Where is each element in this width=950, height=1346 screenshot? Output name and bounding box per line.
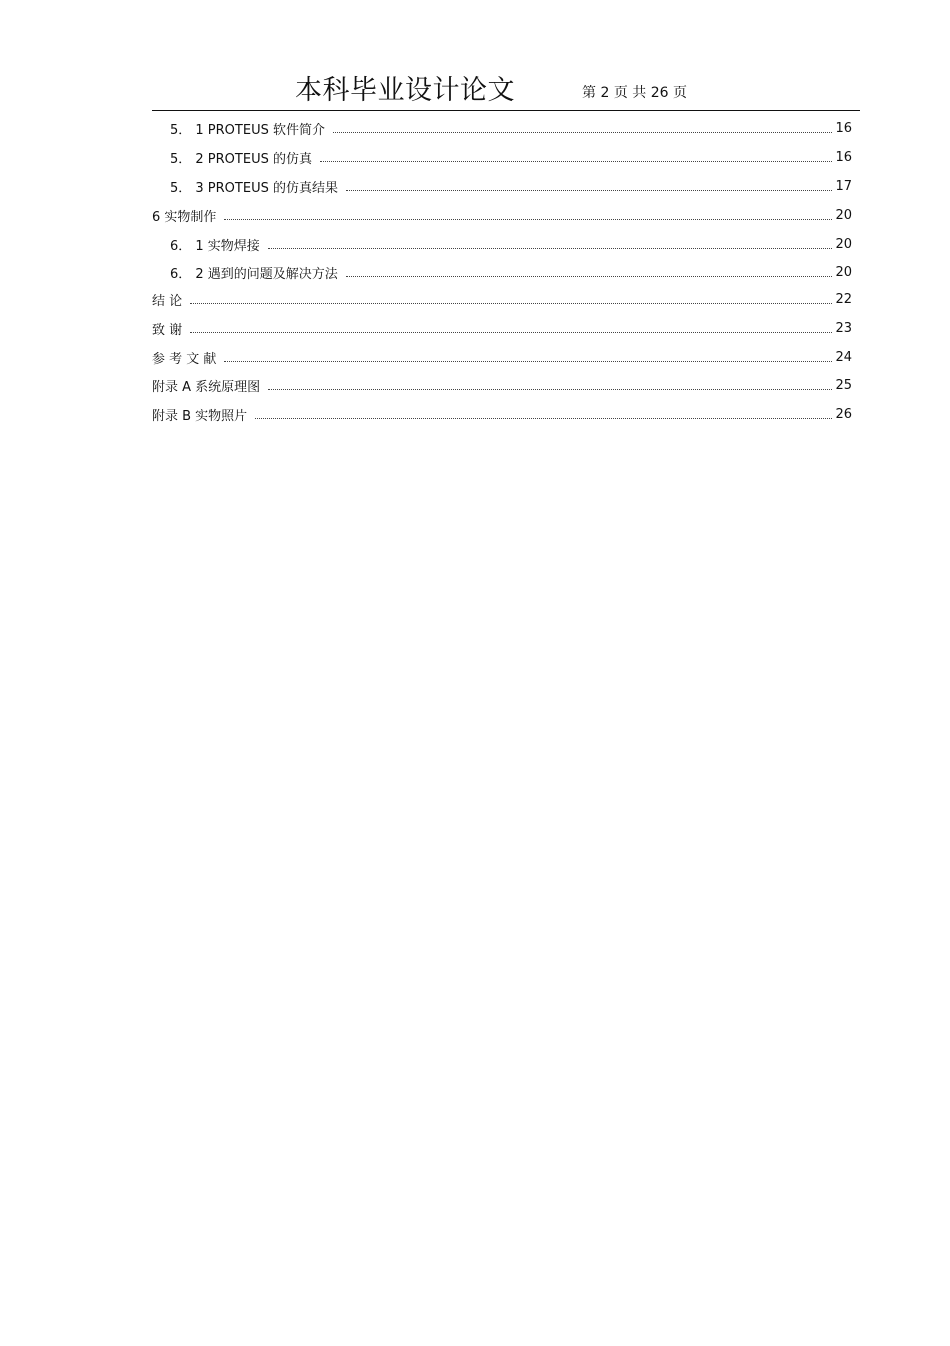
toc-dot-leader: [224, 360, 832, 362]
toc-entry-label: 致 谢: [152, 322, 183, 338]
toc-dot-leader: [190, 331, 832, 333]
toc-entry[interactable]: [152, 260, 852, 284]
toc-entry-page: 16: [835, 149, 852, 165]
toc-entry[interactable]: [152, 373, 852, 397]
toc-entry-label: 5． 1 PROTEUS 软件简介: [170, 122, 325, 138]
toc-entry[interactable]: [152, 287, 852, 311]
toc-entry-label: 6． 1 实物焊接: [170, 238, 260, 254]
toc-entry-label: 6． 2 遇到的问题及解决方法: [170, 266, 338, 282]
toc-entry-page: 20: [835, 264, 852, 280]
page-label-mid: 页 共: [613, 85, 647, 101]
toc-entry[interactable]: [152, 203, 852, 227]
toc-entry-label: 参 考 文 献: [152, 351, 217, 367]
toc-entry[interactable]: [152, 174, 852, 198]
toc-dot-leader: [268, 247, 833, 249]
toc-dot-leader: [346, 275, 833, 277]
toc-entry-label: 结 论: [152, 293, 183, 309]
toc-entry-label: 附录 B 实物照片: [152, 408, 248, 424]
toc-entry-label: 6 实物制作: [152, 209, 217, 225]
toc-entry[interactable]: [152, 145, 852, 169]
toc-entry-page: 20: [835, 207, 852, 223]
toc-entry[interactable]: [152, 402, 852, 426]
toc-entry-label: 5． 2 PROTEUS 的仿真: [170, 151, 312, 167]
toc-dot-leader: [268, 388, 832, 390]
toc-dot-leader: [333, 131, 832, 133]
thesis-title: 本科毕业设计论文: [295, 75, 515, 106]
toc-entry-page: 24: [835, 349, 852, 365]
page-indicator: [582, 83, 687, 103]
toc-entry[interactable]: [152, 316, 852, 340]
page-label-suffix: 页: [673, 85, 688, 101]
toc-dot-leader: [190, 302, 832, 304]
toc-entry-page: 25: [835, 377, 852, 393]
toc-dot-leader: [224, 218, 832, 220]
toc-entry-page: 17: [835, 178, 852, 194]
toc-entry-page: 23: [835, 320, 852, 336]
page-header: [152, 72, 860, 111]
toc-entry-page: 20: [835, 236, 852, 252]
toc-entry-page: 16: [835, 120, 852, 136]
toc-entry-label: 5． 3 PROTEUS 的仿真结果: [170, 180, 338, 196]
page-label-prefix: 第: [582, 85, 596, 101]
toc-entry[interactable]: [152, 345, 852, 369]
toc-dot-leader: [320, 160, 832, 162]
toc-dot-leader: [255, 417, 832, 419]
toc-entry-page: 26: [835, 406, 852, 422]
toc-entry[interactable]: [152, 116, 852, 140]
toc-entry[interactable]: [152, 232, 852, 256]
total-pages: 26: [650, 85, 669, 101]
toc-entry-label: 附录 A 系统原理图: [152, 379, 261, 395]
toc-entry-page: 22: [835, 291, 852, 307]
toc-dot-leader: [346, 189, 832, 191]
page-number: 2: [600, 85, 610, 101]
